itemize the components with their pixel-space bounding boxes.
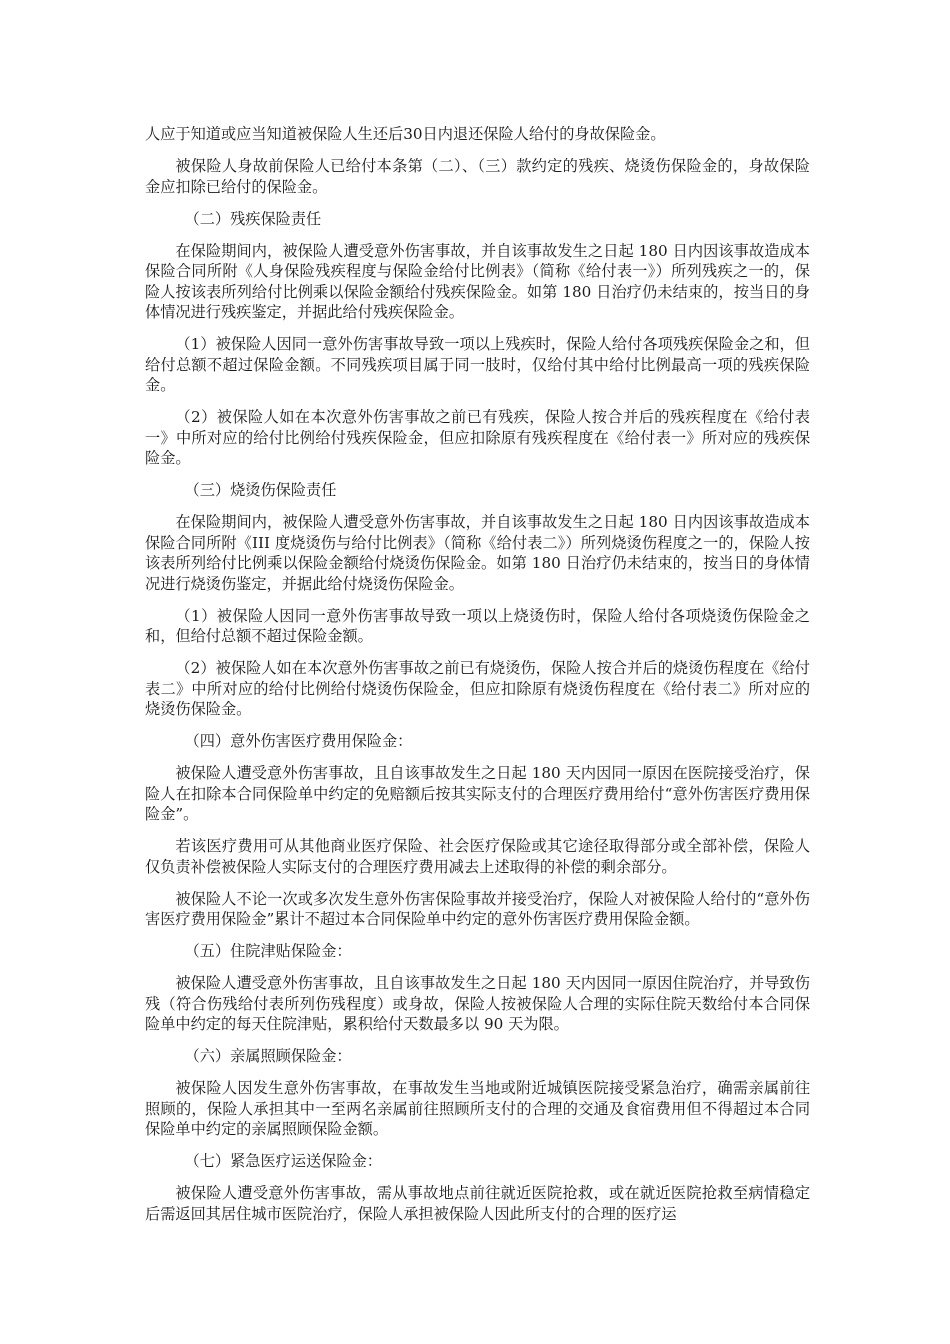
section-heading-emergency-transport: （七）紧急医疗运送保险金： [184, 1152, 382, 1170]
section-heading-family-care: （六）亲属照顾保险金： [184, 1047, 352, 1065]
paragraph-death-refund: 人应于知道或应当知道被保险人生还后30日内退还保险人给付的身故保险金。 [145, 125, 666, 143]
paragraph-burn-liability: 在保险期间内，被保险人遭受意外伤害事故，并自该事故发生之日起 180 日内因该事故造成本保险合同所附《III 度烧烫伤与给付比例表》（简称《给付表二》）所列烧烫伤程度之一的，保险人按该表所列给付比例乘以保险金额给付烧烫伤保险金。如第 180 日治疗仍未结束的，按当日的身体情况进行烧烫伤鉴定，并据此给付烧烫伤保险金。 [145, 513, 810, 593]
paragraph-emergency-transport: 被保险人遭受意外伤害事故，需从事故地点前往就近医院抢救，或在就近医院抢救至病情稳定后需返回其居住城市医院治疗，保险人承担被保险人因此所支付的合理的医疗运 [145, 1184, 810, 1223]
section-heading-burn: （三）烧烫伤保险责任 [184, 481, 337, 499]
paragraph-medical-limit: 被保险人不论一次或多次发生意外伤害保险事故并接受治疗，保险人对被保险人给付的“意外伤害医疗费用保险金”累计不超过本合同保险单中约定的意外伤害医疗费用保险金额。 [145, 889, 810, 928]
section-heading-medical: （四）意外伤害医疗费用保险金： [184, 732, 413, 750]
paragraph-burn-item-2: （2）被保险人如在本次意外伤害事故之前已有烧烫伤，保险人按合并后的烧烫伤程度在《给付表二》中所对应的给付比例给付烧烫伤保险金，但应扣除原有烧烫伤程度在《给付表二》所对应的烧烫伤保险金。 [145, 659, 810, 718]
paragraph-burn-item-1: （1）被保险人因同一意外伤害事故导致一项以上烧烫伤时，保险人给付各项烧烫伤保险金之和，但给付总额不超过保险金额。 [145, 606, 810, 645]
paragraph-hospital-allowance: 被保险人遭受意外伤害事故，且自该事故发生之日起 180 天内因同一原因住院治疗，并导致伤残（符合伤残给付表所列伤残程度）或身故，保险人按被保险人合理的实际住院天数给付本合同保险单中约定的每天住院津贴，累积给付天数最多以 90 天为限。 [145, 974, 810, 1033]
paragraph-disability-item-1: （1）被保险人因同一意外伤害事故导致一项以上残疾时，保险人给付各项残疾保险金之和，但给付总额不超过保险金额。不同残疾项目属于同一肢时，仅给付其中给付比例最高一项的残疾保险金。 [145, 335, 810, 394]
paragraph-disability-liability: 在保险期间内，被保险人遭受意外伤害事故，并自该事故发生之日起 180 日内因该事故造成本保险合同所附《人身保险残疾程度与保险金给付比例表》（简称《给付表一》）所列残疾之一的，保险人按该表所列给付比例乘以保险金额给付残疾保险金。如第 180 日治疗仍未结束的，按当日的身体情况进行残疾鉴定，并据此给付残疾保险金。 [145, 241, 810, 321]
section-heading-disability: （二）残疾保险责任 [184, 209, 322, 228]
section-heading-hospital-allowance: （五）住院津贴保险金： [184, 942, 352, 960]
paragraph-medical-compensation: 若该医疗费用可从其他商业医疗保险、社会医疗保险或其它途径取得部分或全部补偿，保险人仅负责补偿被保险人实际支付的合理医疗费用减去上述取得的补偿的剩余部分。 [145, 837, 810, 876]
paragraph-medical-payment: 被保险人遭受意外伤害事故，且自该事故发生之日起 180 天内因同一原因在医院接受治疗，保险人在扣除本合同保险单中约定的免赔额后按其实际支付的合理医疗费用给付“意外伤害医疗费用保险金”。 [145, 764, 810, 823]
paragraph-death-deduction: 被保险人身故前保险人已给付本条第（二）、（三）款约定的残疾、烧烫伤保险金的，身故保险金应扣除已给付的保险金。 [145, 157, 810, 196]
paragraph-family-care: 被保险人因发生意外伤害事故，在事故发生当地或附近城镇医院接受紧急治疗，确需亲属前往照顾的，保险人承担其中一至两名亲属前往照顾所支付的合理的交通及食宿费用但不得超过本合同保险单中约定的亲属照顾保险金额。 [145, 1079, 810, 1138]
document-page [145, 124, 810, 1236]
paragraph-disability-item-2: （2）被保险人如在本次意外伤害事故之前已有残疾，保险人按合并后的残疾程度在《给付表一》中所对应的给付比例给付残疾保险金，但应扣除原有残疾程度在《给付表一》所对应的残疾保险金。 [145, 408, 810, 467]
